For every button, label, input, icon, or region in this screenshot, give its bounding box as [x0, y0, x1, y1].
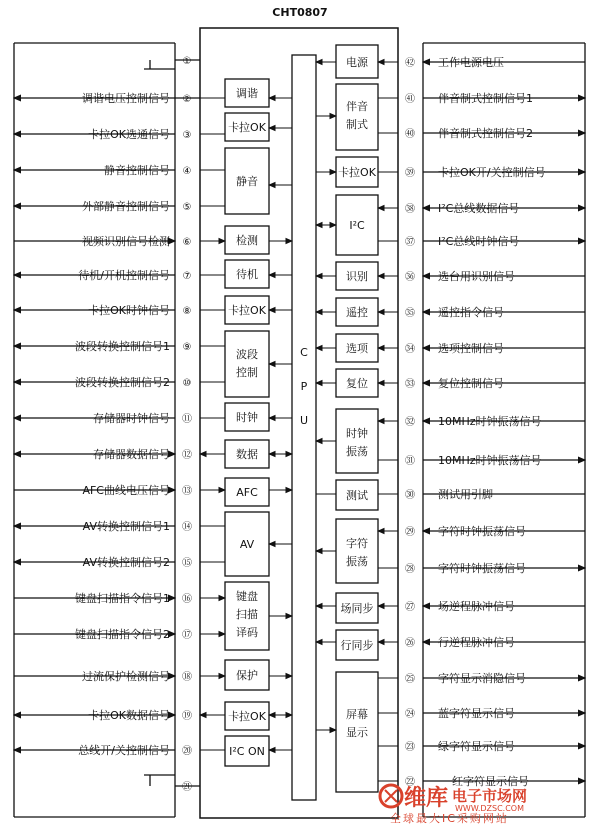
pin-row: [405, 376, 585, 390]
pin-number: ㉜: [405, 417, 415, 428]
pin-number: ⑳: [182, 746, 192, 757]
block-remote: [336, 298, 378, 326]
pin-row: [14, 127, 191, 141]
pin-number: ㉒: [405, 777, 415, 788]
svg-text:时钟: 时钟: [346, 427, 368, 440]
svg-text:识别: 识别: [346, 270, 368, 283]
ground-symbol: [144, 60, 175, 69]
pin-row: [405, 165, 585, 179]
svg-text:振荡: 振荡: [346, 445, 368, 458]
svg-text:显示: 显示: [346, 726, 368, 739]
pin-number: ⑲: [182, 711, 192, 722]
svg-text:电源: 电源: [346, 56, 368, 69]
left-blocks: [225, 79, 269, 766]
svg-text:检测: 检测: [236, 234, 258, 247]
pin-row: [405, 414, 585, 428]
pin-number: ㊳: [405, 204, 415, 215]
pin-number: ㉟: [405, 308, 415, 319]
svg-text:AV: AV: [239, 538, 255, 551]
pin-row: [405, 561, 585, 575]
pin-row: [14, 91, 200, 105]
pin-row: [14, 669, 192, 683]
pin-label: 行逆程脉冲信号: [438, 636, 515, 649]
pin-number: ㉚: [405, 490, 415, 501]
svg-text:待机: 待机: [236, 268, 258, 281]
pin-label: 外部静音控制信号: [82, 200, 170, 213]
pin-row: [405, 635, 585, 649]
cpu-bus-bar: [292, 55, 316, 800]
pin-label: 调谐电压控制信号: [82, 92, 170, 105]
block-option: [336, 334, 378, 362]
pin-number: ㊶: [405, 94, 415, 105]
pin-label: 卡拉OK数据信号: [88, 709, 170, 722]
ground-symbol: [144, 775, 175, 786]
svg-text:I²C ON: I²C ON: [229, 745, 265, 758]
svg-text:保护: 保护: [236, 669, 258, 682]
pin-label: 复位控制信号: [438, 377, 504, 390]
pin-row: [14, 199, 191, 213]
pin-label: 存储器时钟信号: [93, 412, 170, 425]
svg-text:P: P: [300, 380, 308, 393]
pin-row: [405, 706, 585, 720]
pin-number: ⑤: [182, 202, 192, 213]
right-pins: [405, 55, 585, 788]
pin-label: 选台用识别信号: [438, 270, 515, 283]
pin-number: ㊴: [405, 168, 415, 179]
block-keyboard: [225, 582, 269, 650]
pin-row: [405, 126, 585, 140]
pin-row: [405, 524, 585, 538]
pin-number: ⑮: [182, 558, 192, 569]
pin-row: [405, 671, 585, 685]
pin-row: [14, 483, 192, 497]
pin-row: [14, 743, 192, 757]
pin-label: 伴音制式控制信号2: [438, 127, 533, 140]
left-pins: [14, 56, 200, 793]
block-karaoke-select: [225, 113, 269, 141]
svg-text:U: U: [299, 414, 309, 427]
pin-number: ㉘: [405, 564, 415, 575]
pin-label: 卡拉OK选通信号: [88, 128, 170, 141]
pin-row: [14, 339, 191, 353]
pin-number: ③: [182, 130, 192, 141]
block-test: [336, 480, 378, 510]
block-clock-osc: [336, 409, 378, 473]
pin-number: ⑫: [182, 450, 192, 461]
svg-text:卡拉OK: 卡拉OK: [228, 710, 266, 723]
svg-text:屏幕: 屏幕: [346, 708, 368, 721]
svg-text:行同步: 行同步: [340, 639, 374, 652]
block-protect: [225, 660, 269, 690]
pin-number: ㉝: [405, 379, 415, 390]
block-hsync: [336, 630, 378, 660]
pin-label: 过流保护检测信号: [82, 670, 170, 683]
pin-label: 静音控制信号: [104, 164, 170, 177]
block-i2c-on: [225, 736, 269, 766]
pin-row: [14, 627, 192, 641]
pin-number: ⑬: [182, 486, 192, 497]
block-afc: [225, 478, 269, 506]
svg-text:遥控: 遥控: [346, 306, 368, 319]
pin-label: AFC曲线电压信号: [82, 484, 170, 497]
right-signal-frame: [423, 43, 585, 817]
pin-number: ①: [182, 56, 192, 67]
pin-number: ㊷: [405, 58, 415, 69]
svg-text:卡拉OK: 卡拉OK: [228, 304, 266, 317]
pin-label: 场逆程脉冲信号: [438, 600, 515, 613]
pin-number: ㉓: [405, 742, 415, 753]
watermark-brand: 维库: [404, 786, 449, 811]
pin-label: 遥控指令信号: [438, 306, 504, 319]
svg-text:测试: 测试: [346, 489, 368, 502]
block-karaoke-switch: [336, 157, 378, 187]
watermark-site: 电子市场网: [452, 787, 528, 805]
pin-row: [14, 555, 192, 569]
svg-text:卡拉OK: 卡拉OK: [228, 121, 266, 134]
pin-label: 字符显示消隐信号: [438, 672, 526, 685]
block-clock: [225, 403, 269, 431]
svg-text:键盘: 键盘: [236, 590, 258, 603]
svg-text:振荡: 振荡: [346, 555, 368, 568]
block-reset: [336, 369, 378, 397]
block-identify: [336, 262, 378, 290]
block-mute: [225, 148, 269, 214]
block-char-osc: [336, 519, 378, 583]
pin-label: 红字符显示信号: [452, 775, 529, 788]
watermark-slogan: 全球最大IC采购网站: [390, 812, 509, 825]
block-karaoke-data: [225, 702, 269, 730]
pin-row: [14, 268, 191, 282]
pin-label: 卡拉OK时钟信号: [88, 304, 170, 317]
svg-text:C: C: [300, 346, 308, 359]
pin-number: ㊲: [405, 237, 415, 248]
pin-row: [14, 708, 192, 722]
pin-label: 绿字符显示信号: [438, 740, 515, 753]
pin-row: [405, 341, 585, 355]
pin-label: 测试用引脚: [438, 488, 493, 501]
pin-row: [405, 55, 585, 69]
pin-row: [405, 91, 585, 105]
chip-title: CHT0807: [272, 6, 328, 19]
pin-number: ㉛: [405, 456, 415, 467]
pin-row: [14, 591, 192, 605]
pin-number: ㉔: [405, 709, 415, 720]
svg-text:制式: 制式: [346, 118, 368, 131]
svg-text:选项: 选项: [346, 342, 368, 355]
pin-row: [405, 201, 585, 215]
pin-number: ㉞: [405, 344, 415, 355]
svg-text:时钟: 时钟: [236, 411, 258, 424]
pin-number: ⑭: [182, 522, 192, 533]
pin-number: ⑪: [182, 414, 192, 425]
pin-label: 视频识别信号检测: [82, 235, 170, 248]
pin-number: ⑰: [182, 630, 192, 641]
pin-label: 存储器数据信号: [93, 448, 170, 461]
block-av: [225, 512, 269, 576]
block-osd: [336, 672, 378, 792]
pin-number: ②: [182, 94, 192, 105]
pin-number: ⑨: [182, 342, 192, 353]
svg-text:扫描: 扫描: [236, 608, 258, 621]
pin-row: [14, 163, 191, 177]
pin-label: 字符时钟振荡信号: [438, 562, 526, 575]
pin-label: I²C总线时钟信号: [438, 235, 520, 248]
svg-text:调谐: 调谐: [236, 87, 258, 100]
pin-row: [405, 305, 585, 319]
pin-row: [144, 775, 200, 793]
pin-label: I²C总线数据信号: [438, 202, 520, 215]
pin-row: [405, 599, 585, 613]
right-blocks: [336, 45, 378, 792]
pin-row: [14, 234, 191, 248]
svg-text:复位: 复位: [346, 377, 368, 390]
block-power: [336, 45, 378, 78]
svg-text:数据: 数据: [236, 448, 258, 461]
pin-label: 工作电源电压: [438, 56, 504, 69]
pin-number: ㉙: [405, 527, 415, 538]
pin-row: [405, 453, 585, 467]
pin-label: 10MHz时钟振荡信号: [438, 454, 542, 467]
pin-label: 卡拉OK开/关控制信号: [438, 166, 546, 179]
pin-label: 待机/开机控制信号: [78, 269, 170, 282]
pin-label: 键盘扫描指令信号1: [75, 592, 170, 605]
pin-row: [405, 234, 585, 248]
svg-text:I²C: I²C: [349, 219, 365, 232]
pin-number: ㉕: [405, 674, 415, 685]
watermark: [380, 785, 527, 825]
pin-row: [14, 411, 192, 425]
pin-label: 键盘扫描指令信号2: [75, 628, 170, 641]
block-standby: [225, 260, 269, 288]
pin-number: ⑩: [182, 378, 192, 389]
pin-row: [14, 303, 191, 317]
pin-label: AV转换控制信号2: [82, 556, 170, 569]
svg-text:卡拉OK: 卡拉OK: [338, 166, 376, 179]
pin-number: ⑱: [182, 672, 192, 683]
pin-label: 10MHz时钟振荡信号: [438, 415, 542, 428]
pin-label: AV转换控制信号1: [82, 520, 170, 533]
pin-label: 选项控制信号: [438, 342, 504, 355]
block-detect: [225, 226, 269, 254]
pin-number: ⑧: [182, 306, 192, 317]
pin-row: [405, 269, 585, 283]
pin-row: [14, 447, 192, 461]
pin-number: ㉗: [405, 602, 415, 613]
block-sound-system: [336, 84, 378, 150]
pin-label: 总线开/关控制信号: [78, 744, 170, 757]
svg-text:场同步: 场同步: [340, 602, 374, 615]
cpu-label: [300, 346, 308, 427]
pin-number: ㊱: [405, 272, 415, 283]
block-i2c: [336, 195, 378, 255]
pin-number: ㊵: [405, 129, 415, 140]
pin-label: 字符时钟振荡信号: [438, 525, 526, 538]
svg-text:译码: 译码: [236, 626, 258, 639]
pin-row: [405, 487, 585, 501]
pin-number: ⑥: [182, 237, 192, 248]
pin-label: 蓝字符显示信号: [438, 707, 515, 720]
svg-text:伴音: 伴音: [346, 100, 368, 113]
block-tuning: [225, 79, 269, 107]
svg-text:静音: 静音: [236, 175, 258, 188]
watermark-url: WWW.DZSC.COM: [455, 804, 524, 813]
pin-number: ④: [182, 166, 192, 177]
pin-number: ㉖: [405, 638, 415, 649]
block-data: [225, 440, 269, 468]
svg-text:AFC: AFC: [236, 486, 258, 499]
pin-row: [144, 56, 200, 69]
pin-label: 波段转换控制信号1: [75, 340, 170, 353]
left-signal-frame: [14, 43, 175, 817]
pin-number: ⑦: [182, 271, 192, 282]
block-band-control: [225, 331, 269, 397]
pin-row: [14, 375, 191, 389]
svg-text:字符: 字符: [346, 537, 368, 550]
svg-text:控制: 控制: [236, 366, 258, 379]
pin-number: ⑯: [182, 594, 192, 605]
svg-text:波段: 波段: [236, 348, 258, 361]
pin-number: ㉑: [182, 782, 192, 793]
pin-row: [405, 739, 585, 753]
pin-label: 伴音制式控制信号1: [438, 92, 533, 105]
block-karaoke-clock: [225, 296, 269, 324]
pin-label: 波段转换控制信号2: [75, 376, 170, 389]
pin-row: [14, 519, 192, 533]
block-vsync: [336, 593, 378, 623]
